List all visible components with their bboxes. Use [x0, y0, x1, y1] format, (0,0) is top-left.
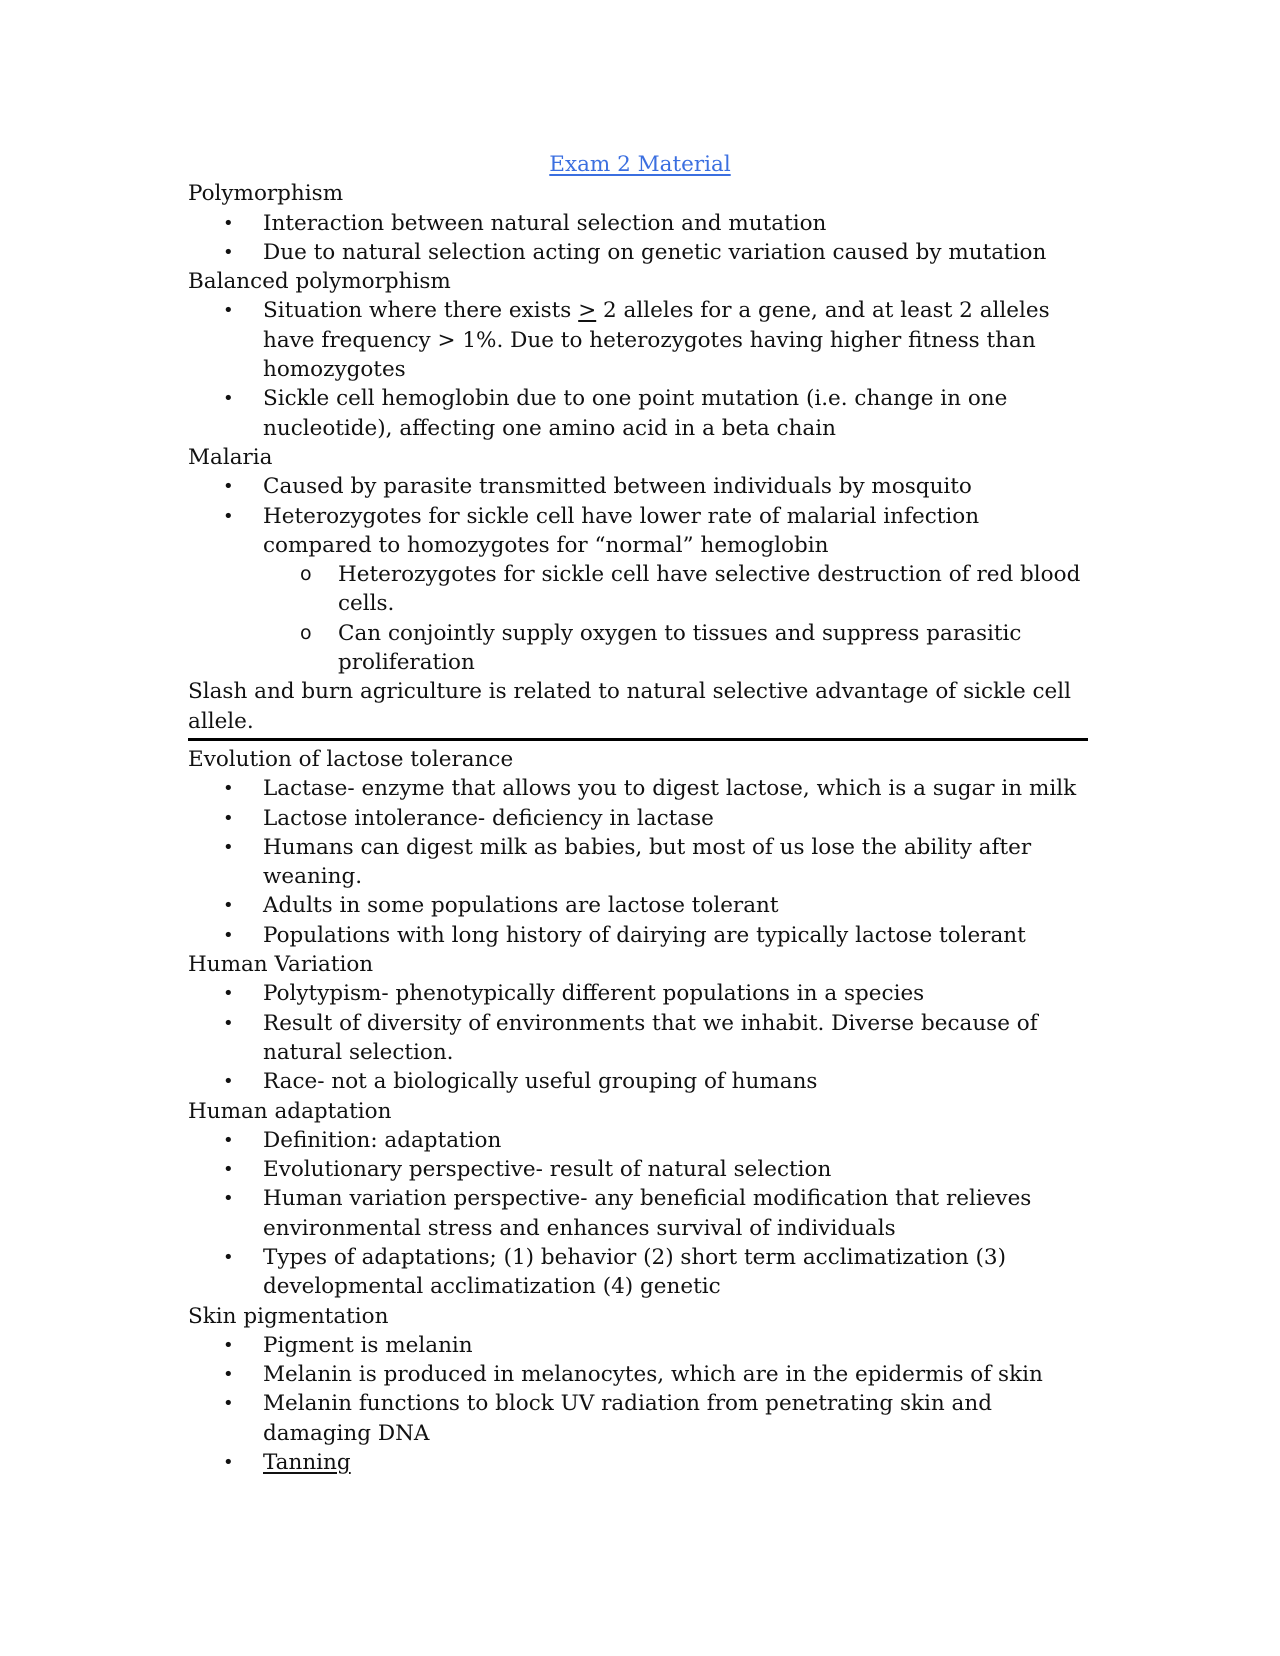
sub-list-item: o Can conjointly supply oxygen to tissues and suppress parasitic proliferation: [300, 620, 1022, 676]
bullet-icon: •: [223, 212, 234, 234]
list-item: • Adults in some populations are lactose tolerant: [188, 891, 1088, 920]
circle-bullet-icon: o: [300, 563, 312, 586]
heading-lactose: Evolution of lactose tolerance: [188, 746, 514, 772]
list-item: • Heterozygotes for sickle cell have lower rate of malarial infection compared to homozygotes for “normal” hemoglobin: [223, 503, 980, 558]
bullet-icon: •: [223, 895, 234, 917]
bullet-icon: •: [223, 836, 234, 858]
bullet-icon: •: [223, 1452, 234, 1474]
polymorphism-list: [188, 209, 1088, 268]
bullet-icon: •: [223, 388, 234, 410]
list-item: • Interaction between natural selection and mutation: [188, 209, 1088, 238]
bullet-icon: •: [223, 505, 234, 527]
list-item: • Result of diversity of environments that we inhabit. Diverse because of natural selection.: [223, 1010, 1038, 1065]
heading-human-variation: Human Variation: [188, 952, 374, 978]
list-item: • Definition: adaptation: [188, 1126, 1088, 1155]
tanning-label: Tanning: [263, 1450, 351, 1476]
list-item: • Melanin functions to block UV radiation from penetrating skin and damaging DNA: [223, 1391, 992, 1446]
bullet-icon: •: [223, 1071, 234, 1093]
heading-malaria: Malaria: [188, 444, 273, 470]
heading-skin-pigmentation: Skin pigmentation: [188, 1303, 389, 1329]
document-title: Exam 2 Material: [549, 152, 731, 177]
horizontal-rule: [188, 738, 1088, 741]
skin-list: [188, 1331, 1088, 1477]
list-item: • Evolutionary perspective- result of natural selection: [188, 1155, 1088, 1184]
bullet-icon: •: [223, 983, 234, 1005]
list-item: • Sickle cell hemoglobin due to one point mutation (i.e. change in one nucleotide), affecting one amino acid in a beta chain: [223, 386, 1008, 441]
list-item: • Human variation perspective- any beneficial modification that relieves environmental stress and enhances survival of individuals: [223, 1186, 1032, 1241]
bullet-icon: •: [223, 476, 234, 498]
sub-list-item: o Heterozygotes for sickle cell have selective destruction of red blood cells.: [300, 562, 1081, 617]
list-item: • Types of adaptations; (1) behavior (2) short term acclimatization (3) developmental acclimatization (4) genetic: [223, 1244, 1006, 1300]
list-item: • Melanin is produced in melanocytes, which are in the epidermis of skin: [188, 1360, 1088, 1389]
bullet-icon: •: [223, 1246, 234, 1268]
list-item: [188, 1448, 1088, 1477]
list-item: • Polytypism- phenotypically different populations in a species: [188, 979, 1088, 1008]
bullet-icon: •: [223, 807, 234, 829]
list-item: • Populations with long history of dairying are typically lactose tolerant: [188, 921, 1088, 950]
bullet-icon: •: [223, 241, 234, 263]
balanced-polymorphism-list: [188, 296, 1088, 442]
list-item: • Humans can digest milk as babies, but most of us lose the ability after weaning.: [223, 834, 1032, 890]
bullet-icon: •: [223, 778, 234, 800]
bullet-icon: •: [223, 924, 234, 946]
bullet-icon: •: [223, 1334, 234, 1356]
bullet-icon: •: [223, 1188, 234, 1210]
list-item: • Race- not a biologically useful grouping of humans: [188, 1067, 1088, 1096]
circle-bullet-icon: o: [300, 621, 312, 644]
list-item: • Pigment is melanin: [188, 1331, 1088, 1360]
greater-equal-symbol: >: [578, 298, 597, 324]
bullet-icon: •: [223, 1159, 234, 1181]
heading-balanced-polymorphism: Balanced polymorphism: [188, 269, 451, 295]
heading-human-adaptation: Human adaptation: [188, 1098, 392, 1124]
bullet-icon: •: [223, 1364, 234, 1386]
malaria-sublist: [188, 560, 1088, 677]
list-item: • Lactase- enzyme that allows you to digest lactose, which is a sugar in milk: [188, 774, 1088, 803]
lactose-list: [188, 774, 1088, 950]
heading-polymorphism: Polymorphism: [188, 181, 344, 207]
bullet-icon: •: [223, 1012, 234, 1034]
bullet-icon: •: [223, 1129, 234, 1151]
bullet-icon: •: [223, 300, 234, 322]
list-item: • Due to natural selection acting on genetic variation caused by mutation: [188, 238, 1088, 267]
document-page: [188, 150, 1088, 1477]
slash-burn-paragraph: Slash and burn agriculture is related to natural selective advantage of sickle cell allele.: [188, 679, 1072, 734]
malaria-list: [188, 472, 1088, 560]
variation-list: [188, 979, 1088, 1096]
adaptation-list: [188, 1126, 1088, 1302]
list-item: • Caused by parasite transmitted between individuals by mosquito: [188, 472, 1088, 501]
bullet-icon: •: [223, 1393, 234, 1415]
list-item: • Situation where there exists > 2 alleles for a gene, and at least 2 alleles have frequency > 1%. Due to heterozygotes having higher fitness than homozygotes: [223, 298, 1050, 383]
list-item: • Lactose intolerance- deficiency in lactase: [188, 804, 1088, 833]
